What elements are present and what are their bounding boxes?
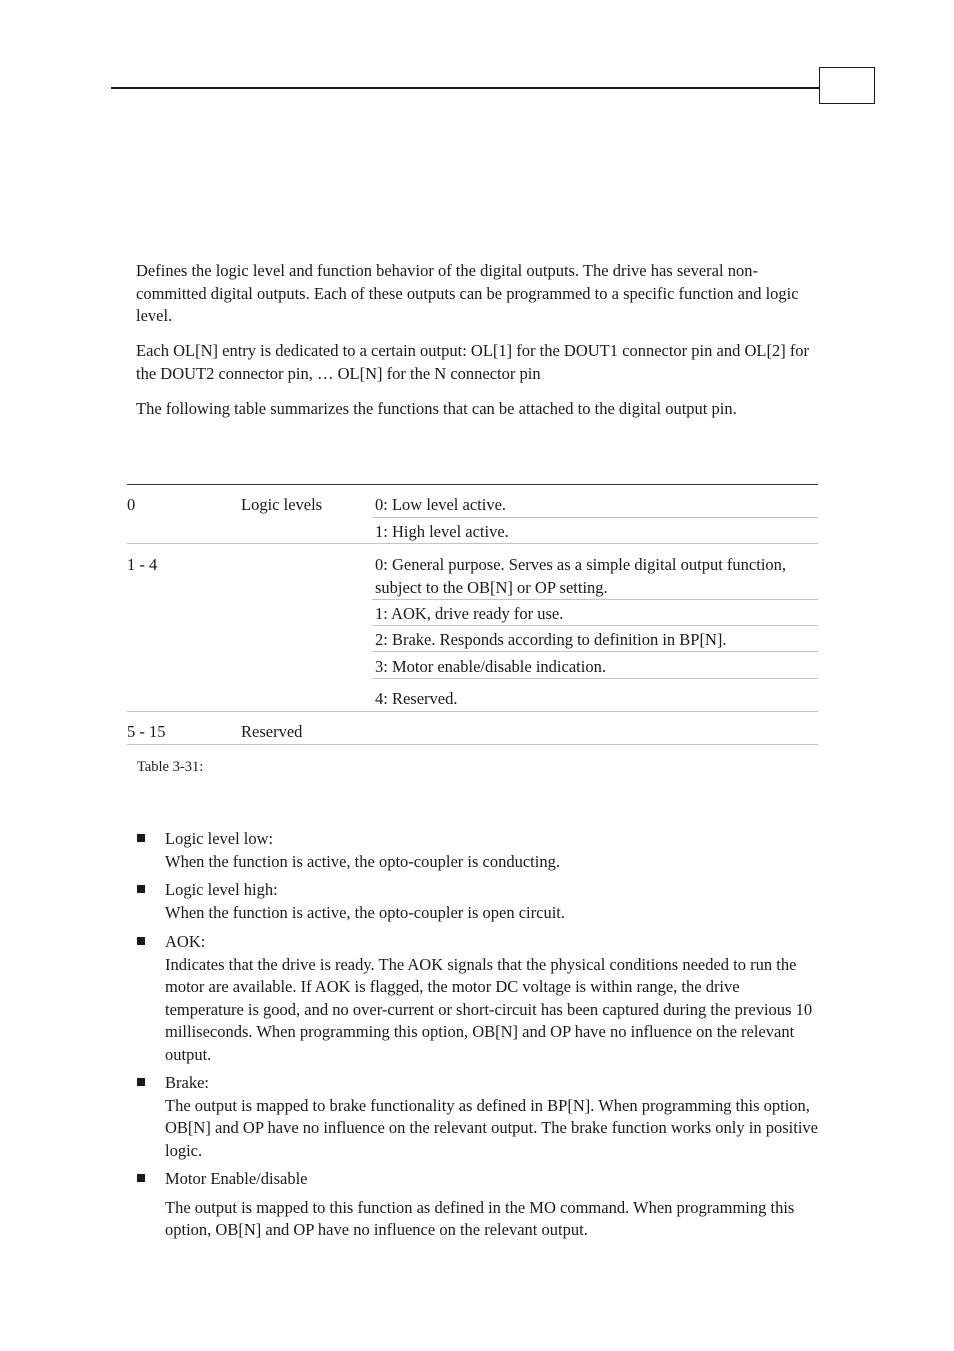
list-item-body: When the function is active, the opto-coupler is open circuit.: [165, 902, 565, 922]
bullet-icon: [137, 834, 145, 842]
table-cell-value: 1: High level active.: [375, 522, 509, 541]
table-cell-bits: 5 - 15: [127, 722, 166, 741]
table-caption: Table 3-31:: [137, 759, 204, 775]
list-item: [165, 1168, 821, 1242]
table-row-rule: [127, 711, 818, 712]
bullet-icon: [137, 1174, 145, 1182]
table-sub-rule: [372, 517, 818, 518]
header-rule: [111, 87, 819, 89]
table-sub-rule: [372, 599, 818, 600]
list-item-title: Motor Enable/disable: [165, 1169, 308, 1188]
list-item-body: The output is mapped to this function as defined in the MO command. When programming this option, OB[N] and OP have no influence on the relevant output.: [165, 1197, 795, 1239]
table-cell-value: 4: Reserved.: [375, 689, 458, 708]
table-sub-rule: [372, 651, 818, 652]
table-sub-rule: [372, 678, 818, 679]
list-item-body: When the function is active, the opto-coupler is conducting.: [165, 851, 560, 871]
intro-paragraph: Each OL[N] entry is dedicated to a certain output: OL[1] for the DOUT1 connector pin and OL[2] for the DOUT2 connector pin, … OL[N] for the N connector pin: [136, 341, 810, 383]
table-cell-value: 0: Low level active.: [375, 495, 507, 514]
table-row-rule: [127, 543, 818, 544]
table-cell-value: 3: Motor enable/disable indication.: [375, 657, 606, 676]
list-item-title: AOK:: [165, 932, 206, 951]
bullet-icon: [137, 1078, 145, 1086]
list-item-body: Indicates that the drive is ready. The AOK signals that the physical conditions needed to run the motor are available. If AOK is flagged, the motor DC voltage is within range, the drive temperature is good, and no over-current or short-circuit has been captured during the previous 10 milliseconds. When programming this option, OB[N] and OP have no influence on the relevant output.: [165, 954, 813, 1064]
page-number-box: [819, 67, 875, 104]
intro-paragraph: The following table summarizes the functions that can be attached to the digital output pin.: [136, 399, 737, 418]
intro-paragraph: Defines the logic level and function behavior of the digital outputs. The drive has several non-committed digital outputs. Each of these outputs can be programmed to a specific function and logic level.: [136, 261, 799, 325]
bullet-icon: [137, 885, 145, 893]
table-cell-name: Reserved: [241, 722, 303, 741]
list-item-title: Brake:: [165, 1073, 209, 1092]
table-top-rule: [127, 484, 818, 485]
table-cell-value: 2: Brake. Responds according to definition in BP[N].: [375, 630, 727, 649]
list-item: [165, 879, 821, 924]
list-item: [165, 931, 821, 1066]
list-item-title: Logic level low:: [165, 829, 274, 848]
table-cell-name: Logic levels: [241, 495, 323, 514]
list-item-body: The output is mapped to brake functionality as defined in BP[N]. When programming this option, OB[N] and OP have no influence on the relevant output. The brake function works only in positive logic.: [165, 1095, 818, 1160]
table-cell-value: 1: AOK, drive ready for use.: [375, 604, 564, 623]
table-bottom-rule: [127, 744, 818, 745]
table-sub-rule: [372, 625, 818, 626]
table-cell-value: 0: General purpose. Serves as a simple digital output function, subject to the OB[N] or OP setting.: [375, 555, 787, 597]
table-cell-bits: 1 - 4: [127, 555, 158, 574]
list-item: [165, 1072, 821, 1162]
bullet-icon: [137, 937, 145, 945]
list-item: [165, 828, 821, 873]
list-item-title: Logic level high:: [165, 880, 278, 899]
table-cell-bits: 0: [127, 495, 136, 514]
